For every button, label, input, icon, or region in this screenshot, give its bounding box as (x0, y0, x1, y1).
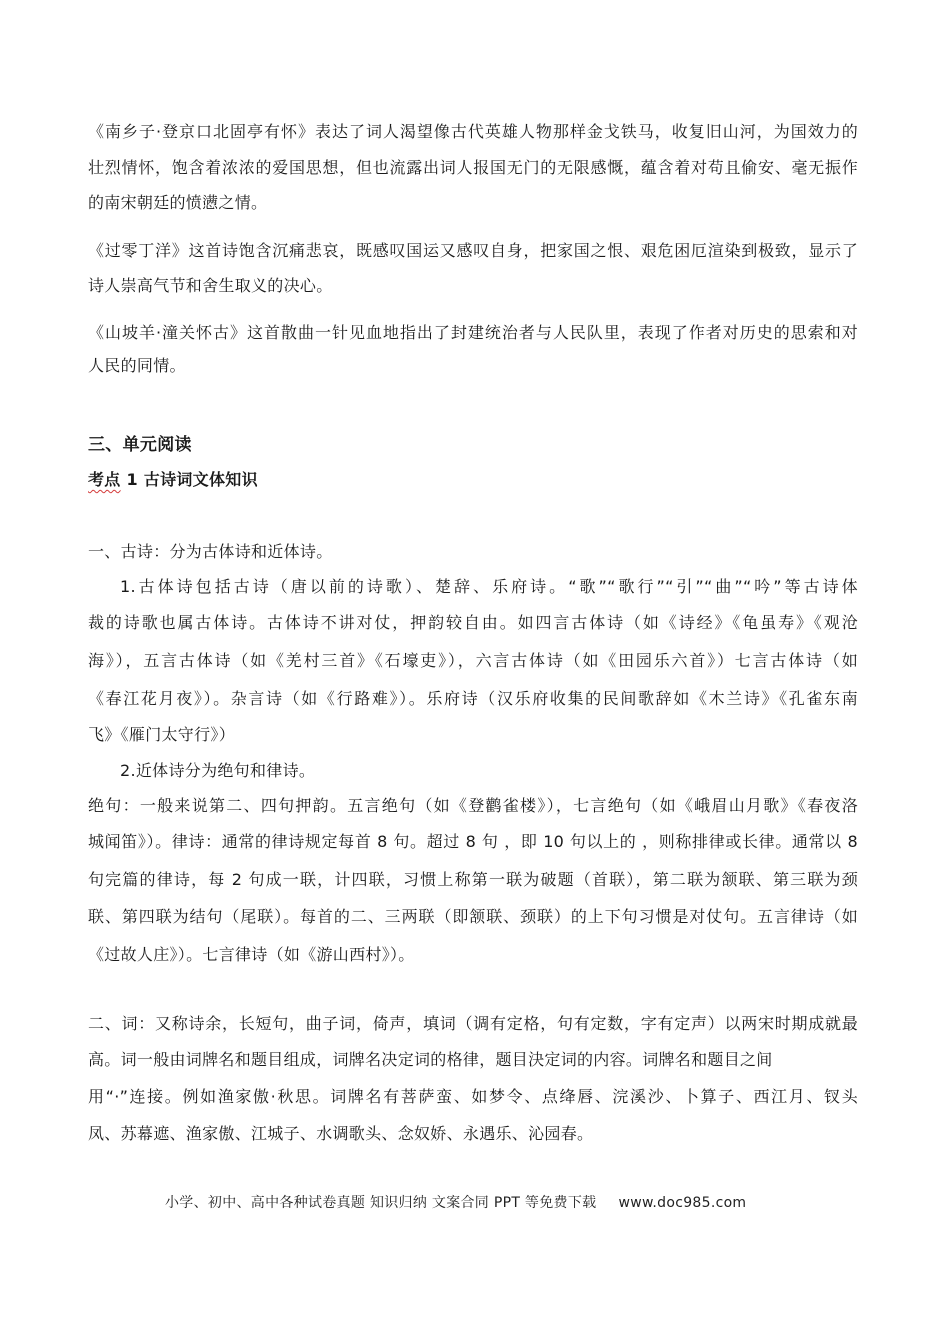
item2-line-4: 联、第四联为结句（尾联）。每首的二、三两联（即颔联、颈联）的上下句习惯是对仗句。五言律诗（如 (88, 907, 858, 926)
summary-p2-line-2: 诗人崇高气节和舍生取义的决心。 (88, 276, 333, 295)
item1-line-2: 裁的诗歌也属古体诗。古体诗不讲对仗，押韵较自由。如四言古体诗（如《诗经》《龟虽寿》《观沧 (88, 613, 858, 632)
item2-line-1: 绝句：一般来说第二、四句押韵。五言绝句（如《登鹳雀楼》），七言绝句（如《峨眉山月歌》《春夜洛 (88, 796, 858, 815)
item1-line-4: 《春江花月夜》）。杂言诗（如《行路难》）。乐府诗（汉乐府收集的民间歌辞如《木兰诗》《孔雀东南 (88, 689, 858, 708)
summary-p3-line-1: 《山坡羊·潼关怀古》这首散曲一针见血地指出了封建统治者与人民队里，表现了作者对历史的思索和对 (88, 323, 858, 342)
section-heading: 三、单元阅读 (88, 435, 192, 455)
item2-line-5: 《过故人庄》）。七言律诗（如《游山西村》）。 (88, 945, 415, 964)
point-title: 1 古诗词文体知识 (120, 470, 258, 489)
ci-line-4: 凤、苏幕遮、渔家傲、江城子、水调歌头、念奴娇、永遇乐、沁园春。 (88, 1124, 594, 1143)
summary-p3-line-2: 人民的同情。 (88, 356, 186, 375)
item2-title: 2.近体诗分为绝句和律诗。 (120, 761, 316, 780)
poetry-intro: 一、古诗：分为古体诗和近体诗。 (88, 542, 333, 561)
item1-line-1: 1.古体诗包括古诗（唐以前的诗歌）、楚辞、乐府诗。“歌”“歌行”“引”“曲”“吟”等古诗体 (120, 577, 858, 596)
footer-text: 小学、初中、高中各种试卷真题 知识归纳 文案合同 PPT 等免费下载 (165, 1195, 597, 1211)
summary-p1-line-3: 的南宋朝廷的愤懑之情。 (88, 193, 268, 212)
item2-line-2: 城闻笛》）。律诗：通常的律诗规定每首 8 句。超过 8 句 ，即 10 句以上的 ，则称排律或长律。通常以 8 (88, 832, 858, 851)
summary-p2-line-1: 《过零丁洋》这首诗饱含沉痛悲哀，既感叹国运又感叹自身，把家国之恨、艰危困厄渲染到极致，显示了 (88, 241, 858, 260)
ci-line-1: 二、词：又称诗余，长短句，曲子词，倚声，填词（调有定格，句有定数，字有定声）以两宋时期成就最 (88, 1014, 858, 1033)
summary-p1-line-1: 《南乡子·登京口北固亭有怀》表达了词人渴望像古代英雄人物那样金戈铁马，收复旧山河，为国效力的 (88, 122, 858, 141)
point-heading (88, 470, 258, 490)
footer-url[interactable]: www.doc985.com (618, 1195, 747, 1211)
item1-line-3: 海》），五言古体诗（如《羌村三首》《石壕吏》），六言古体诗（如《田园乐六首》）七言古体诗（如 (88, 651, 858, 670)
item1-line-5: 飞》《雁门太守行》） (88, 725, 236, 744)
ci-line-3: 用“·”连接。例如渔家傲·秋思。词牌名有菩萨蛮、如梦令、点绛唇、浣溪沙、卜算子、西江月、钗头 (88, 1087, 858, 1106)
point-prefix: 考点 (88, 470, 121, 489)
page-footer (165, 1192, 746, 1212)
item2-line-3: 句完篇的律诗，每 2 句成一联，计四联，习惯上称第一联为破题（首联），第二联为颔联、第三联为颈 (88, 870, 858, 889)
summary-p1-line-2: 壮烈情怀，饱含着浓浓的爱国思想，但也流露出词人报国无门的无限感慨，蕴含着对苟且偷安、毫无振作 (88, 158, 858, 177)
ci-line-2: 高。词一般由词牌名和题目组成，词牌名决定词的格律，题目決定词的内容。词牌名和题目之间 (88, 1050, 773, 1069)
